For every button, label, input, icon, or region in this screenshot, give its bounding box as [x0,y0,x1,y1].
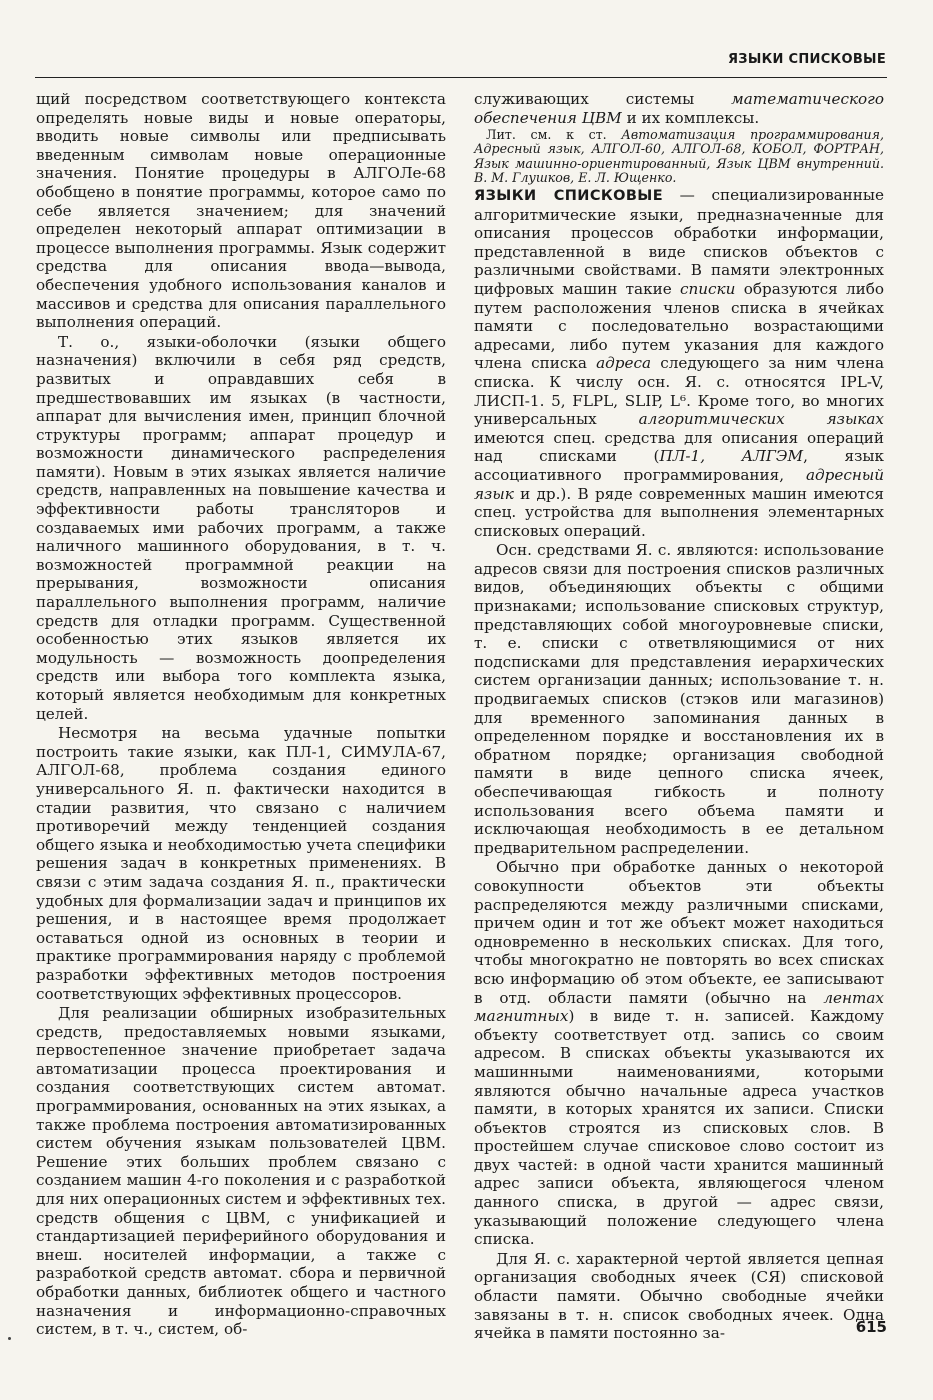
paragraph: Осн. средствами Я. с. являются: использование адресов связи для построения списков различных видов, объединяющих объекты с общими признаками; использование списковых структур, представляющих собой многоуровневые списки, т. е. списки с ответвляющимися от них подсписками для представления иерархических систем организации данных; использование т. н. продвигаемых списков (стэков или магазинов) для временного запоминания данных в определенном порядке и восстановления их в обратном порядке; организация свободной памяти в виде цепного списка ячеек, обеспечивающая гибкость и полноту использования всего объема памяти и исключающая необходимость в ее детальном предварительном распределении. [474,541,884,857]
cross-reference: алгоритмических языках [638,410,884,429]
text-run: — специализированные алгоритмические языки, предназначенные для описания процессов обработки информации, представленной в виде списков объектов с различными свойствами. В памяти электронных цифровых машин такие [474,186,884,298]
text-run: Обычно при обработке данных о некоторой совокупности объектов эти объекты распределяются между различными списками, причем один и тот же объект может находиться одновременно в нескольких списках. Для того, чтобы многократно не повторять во всех списках всю информацию об этом объекте, ее записывают в отд. области памяти (обычно на [474,858,884,1007]
paragraph: Для Я. с. характерной чертой является цепная организация свободных ячеек (СЯ) списковой области памяти. Обычно свободные ячейки завязаны в т. н. список свободных ячеек. Одна ячейка в памяти постоянно за- [474,1249,884,1343]
text-run: следующего за ним члена списка. К числу осн. Я. с. относятся IPL-V, ЛИСП-1. 5, FLPL, SLIP, L⁶. Кроме того, во многих универсальных [474,354,885,429]
article-start [474,186,884,540]
header-rule [35,77,887,78]
cross-reference: адреса [596,354,652,373]
text-run: служивающих системы [474,90,695,108]
text-run: образуются либо путем расположения членов списка в ячейках памяти с последовательно возрастающими адресами, либо путем указания для каждого члена списка [474,279,885,373]
text-run: ) в виде т. н. записей. Каждому объекту соответствует отд. запись со своим адресом. В списках объекты указываются их машинными наименованиями, которыми являются обычно начальные адреса участков памяти, в которых хранятся их записи. Списки объектов строятся из списковых слов. В простейшем случае списковое слово состоит из двух частей: в одной части хранится машинный адрес записи объекта, являющегося членом данного списка, в другой — адрес связи, указывающий положение следующего члена списка. [474,1007,884,1249]
cross-reference: ПЛ-1, АЛГЭМ [659,447,804,466]
lit-references: Автоматизация программирования, Адресный язык, АЛГОЛ-60, АЛГОЛ-68, КОБОЛ, ФОРТРАН, Язык машинно-ориентированный, Язык ЦВМ внутренний. [474,127,884,171]
article-term: ЯЗЫКИ СПИСКОВЫЕ [474,188,664,204]
text-run: и др.). В ряде современных машин имеются спец. устройства для выполнения элементарных списковых операций. [474,484,884,540]
running-head: ЯЗЫКИ СПИСКОВЫЕ [727,52,886,67]
cross-reference: адресный язык [474,465,884,503]
text-run: имеются спец. средства для описания операций над списками ( [474,428,884,466]
paragraph [474,90,884,127]
page-number: 615 [855,1318,887,1336]
paragraph: щий посредством соответствующего контекста определять новые виды и новые операторы, вводить новые символы или предписывать введенным символам новые операционные значения. Понятие процедуры в АЛГОЛе-68 обобщено в понятие программы, которое само по себе является значением; для значений определен некоторый аппарат оптимизации в процессе выполнения программы. Язык содержит средства для описания ввода—вывода, обеспечения удобного использования каналов и массивов и средства для описания параллельного выполнения операций. [36,90,446,332]
cross-reference: лентах магнитных [474,988,884,1026]
cross-reference: списки [679,279,736,298]
text-run: , язык ассоциативного программирования, [474,447,884,484]
paragraph: Для реализации обширных изобразительных средств, предоставляемых новыми языками, первостепенное значение приобретает задача автоматизации процесса проектирования и создания соответствующих систем автомат. программирования, основанных на этих языках, а также проблема построения автоматизированных систем обучения языкам пользователей ЦВМ. Решение этих больших проблем связано с созданием машин 4-го поколения и с разработкой для них операционных систем и эффективных тех. средств общения с ЦВМ, с унификацией и стандартизацией периферийного оборудования и внеш. носителей информации, а также с разработкой средств автомат. сбора и первичной обработки данных, библиотек общего и частного назначения и информационно-справочных систем, в т. ч., систем, об- [36,1004,446,1339]
paragraph: Несмотря на весьма удачные попытки построить такие языки, как ПЛ-1, СИМУЛА-67, АЛГОЛ-68, проблема создания единого универсального Я. п. фактически находится в стадии развития, что связано с наличием противоречий между тенденцией создания общего языка и необходимостью учета специфики решения задач в конкретных применениях. В связи с этим задача создания Я. п., практически удобных для формализации задач и принципов их решения, и в настоящее время продолжает оставаться одной из основных в теории и практике программирования наряду с проблемой разработки эффективных методов построения соответствующих эффективных процессоров. [36,724,446,1003]
lit-prefix: Лит. см. к ст. [486,127,607,143]
cross-reference: математического обеспечения ЦВМ [474,90,884,127]
paragraph [474,858,884,1248]
scan-speck [8,1337,11,1340]
literature-note [474,128,884,185]
left-column [36,90,446,1339]
paragraph: Т. о., языки-оболочки (языки общего назначения) включили в себя ряд средств, развитых и оправдавших себя в предшествовавших им языках (в частности, аппарат для вычисления имен, принцип блочной структуры программ; аппарат процедур и возможности динамического распределения памяти). Новым в этих языках является наличие средств, направленных на повышение качества и эффективности работы трансляторов и создаваемых ими рабочих программ, а также наличного машинного оборудования, в т. ч. возможностей программной реакции на прерывания, возможности описания параллельного выполнения программ, наличие средств для отладки программ. Существенной особенностью этих языков является их модульность — возможность доопределения средств или выбора того комплекта языка, который является необходимым для конкретных целей. [36,332,446,723]
lit-authors: В. М. Глушков, Е. Л. Ющенко. [474,169,677,185]
text-run: и их комплексы. [626,108,760,127]
right-column [474,90,884,1343]
